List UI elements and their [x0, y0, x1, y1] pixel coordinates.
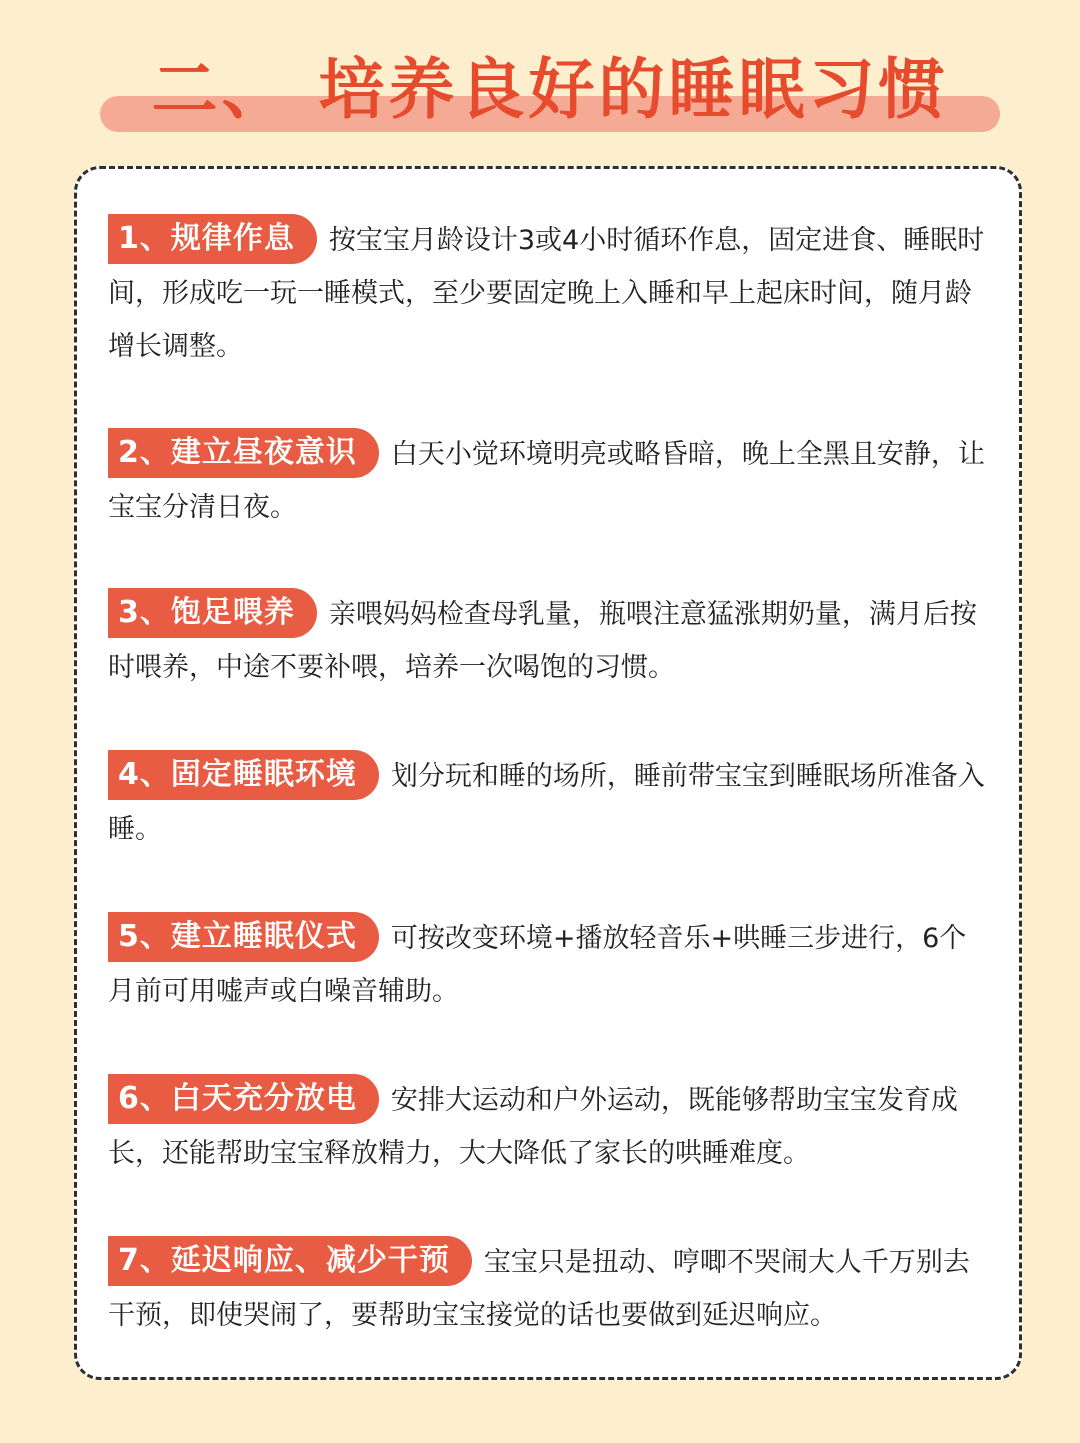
- tip-text-1: 按宝宝月龄设计3或4小时循环作息，固定进食、睡眠时间，形成吃一玩一睡模式，至少要固定晚上入睡和早上起床时间，随月龄增长调整。: [108, 225, 985, 362]
- title-text: 二、 培养良好的睡眠习惯: [151, 51, 949, 128]
- tip-tag-6: 6、白天充分放电: [108, 1074, 379, 1124]
- tip-tag-4: 4、固定睡眠环境: [108, 750, 379, 800]
- tip-tag-2: 2、建立昼夜意识: [108, 428, 379, 478]
- tip-text-3: 亲喂妈妈检查母乳量，瓶喂注意猛涨期奶量，满月后按时喂养，中途不要补喂，培养一次喝饱的习惯。: [108, 599, 977, 683]
- tip-text-4: 划分玩和睡的场所，睡前带宝宝到睡眠场所准备入睡。: [108, 761, 985, 845]
- tip-tag-3: 3、饱足喂养: [108, 588, 317, 638]
- tip-text-2: 白天小觉环境明亮或略昏暗，晚上全黑且安静，让宝宝分清日夜。: [108, 439, 985, 523]
- tip-item-5: [108, 912, 992, 1018]
- tip-item-2: [108, 428, 992, 534]
- tip-item-1: [108, 214, 992, 373]
- tip-tag-7: 7、延迟响应、减少干预: [108, 1236, 472, 1286]
- tip-tag-1: 1、规律作息: [108, 214, 317, 264]
- tip-item-7: [108, 1236, 992, 1342]
- tip-item-3: [108, 588, 992, 694]
- tip-text-7: 宝宝只是扭动、哼唧不哭闹大人千万别去干预，即使哭闹了，要帮助宝宝接觉的话也要做到延迟响应。: [108, 1247, 970, 1331]
- page-title: [100, 40, 1000, 140]
- tip-item-4: [108, 750, 992, 856]
- tip-text-6: 安排大运动和户外运动，既能够帮助宝宝发育成长，还能帮助宝宝释放精力，大大降低了家长的哄睡难度。: [108, 1085, 958, 1169]
- tip-text-5: 可按改变环境+播放轻音乐+哄睡三步进行，6个月前可用嘘声或白噪音辅助。: [108, 923, 967, 1007]
- tip-item-6: [108, 1074, 992, 1180]
- tip-tag-5: 5、建立睡眠仪式: [108, 912, 379, 962]
